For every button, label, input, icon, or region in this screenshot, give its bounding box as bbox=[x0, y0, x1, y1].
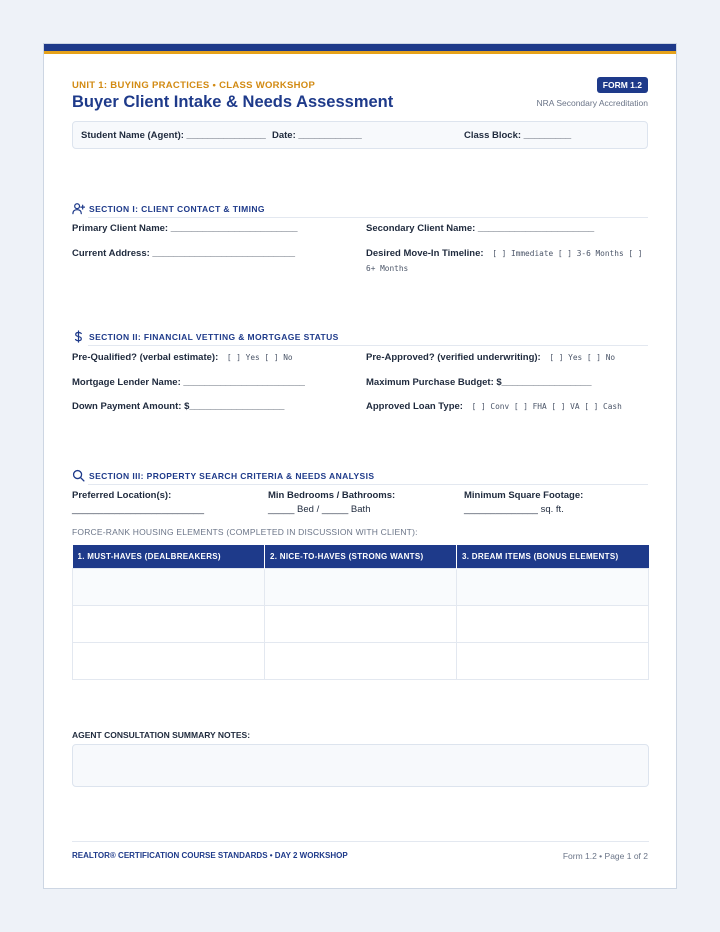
loan-type-options[interactable]: [ ] Conv [ ] FHA [ ] VA [ ] Cash bbox=[471, 402, 622, 411]
down-payment-field[interactable]: Down Payment Amount: $__________________ bbox=[72, 401, 285, 412]
student-name-field[interactable]: Student Name (Agent): _______________ bbox=[81, 130, 266, 141]
rank-table-header bbox=[73, 545, 649, 569]
search-icon bbox=[72, 469, 85, 482]
table-cell[interactable] bbox=[265, 569, 457, 606]
table-row bbox=[73, 569, 649, 606]
section2-heading bbox=[72, 330, 339, 343]
prequalified-field bbox=[72, 352, 293, 363]
table-cell[interactable] bbox=[73, 569, 265, 606]
section3-title: SECTION III: PROPERTY SEARCH CRITERIA & NEEDS ANALYSIS bbox=[89, 470, 375, 481]
table-cell[interactable] bbox=[457, 606, 649, 643]
lender-field[interactable]: Mortgage Lender Name: _______________________ bbox=[72, 377, 305, 388]
form-page bbox=[43, 43, 677, 889]
form-badge: FORM 1.2 bbox=[597, 77, 648, 93]
preapproved-label: Pre-Approved? (verified underwriting): bbox=[366, 352, 541, 363]
table-cell[interactable] bbox=[265, 643, 457, 680]
page-title: Buyer Client Intake & Needs Assessment bbox=[72, 93, 394, 111]
unit-label: UNIT 1: BUYING PRACTICES • CLASS WORKSHOP bbox=[72, 80, 316, 91]
section1-divider bbox=[88, 217, 648, 218]
table-cell[interactable] bbox=[73, 643, 265, 680]
rank-caption: FORCE-RANK HOUSING ELEMENTS (COMPLETED IN DISCUSSION WITH CLIENT): bbox=[72, 527, 418, 537]
user-add-icon bbox=[72, 202, 85, 215]
table-row bbox=[73, 606, 649, 643]
table-cell[interactable] bbox=[457, 643, 649, 680]
max-budget-field[interactable]: Maximum Purchase Budget: $_________________ bbox=[366, 377, 592, 388]
table-row bbox=[73, 643, 649, 680]
section1-heading bbox=[72, 202, 265, 215]
top-navy-bar bbox=[44, 44, 676, 51]
secondary-client-field[interactable]: Secondary Client Name: ______________________ bbox=[366, 223, 595, 234]
section2-title: SECTION II: FINANCIAL VETTING & MORTGAGE STATUS bbox=[89, 331, 339, 342]
notes-textarea[interactable] bbox=[72, 744, 649, 787]
loan-type-label: Approved Loan Type: bbox=[366, 401, 463, 412]
rank-table bbox=[72, 545, 649, 680]
move-in-label: Desired Move-In Timeline: bbox=[366, 248, 484, 259]
dollar-icon bbox=[72, 330, 85, 343]
move-in-field bbox=[366, 248, 642, 259]
prequalified-label: Pre-Qualified? (verbal estimate): bbox=[72, 352, 219, 363]
notes-label: AGENT CONSULTATION SUMMARY NOTES: bbox=[72, 730, 251, 740]
class-block-field[interactable]: Class Block: _________ bbox=[464, 130, 572, 141]
preapproved-options[interactable]: [ ] Yes [ ] No bbox=[549, 353, 616, 362]
date-field[interactable]: Date: ____________ bbox=[272, 130, 362, 141]
preapproved-field bbox=[366, 352, 615, 363]
primary-client-field[interactable]: Primary Client Name: ________________________ bbox=[72, 223, 298, 234]
must-haves-header: 1. MUST-HAVES (DEALBREAKERS) bbox=[73, 545, 265, 569]
accreditation-text: NRA Secondary Accreditation bbox=[536, 98, 648, 108]
bed-bath-label: Min Bedrooms / Bathrooms: bbox=[268, 490, 396, 501]
table-cell[interactable] bbox=[457, 569, 649, 606]
current-address-field[interactable]: Current Address: ___________________________ bbox=[72, 248, 296, 259]
nice-to-haves-header: 2. NICE-TO-HAVES (STRONG WANTS) bbox=[265, 545, 457, 569]
student-info-box bbox=[72, 121, 648, 149]
footer-page-number: Form 1.2 • Page 1 of 2 bbox=[562, 851, 648, 861]
section2-divider bbox=[88, 345, 648, 346]
section1-title: SECTION I: CLIENT CONTACT & TIMING bbox=[89, 203, 265, 214]
loan-type-field bbox=[366, 401, 622, 412]
table-cell[interactable] bbox=[73, 606, 265, 643]
bed-bath-line[interactable]: _____ Bed / _____ Bath bbox=[268, 504, 371, 515]
section3-heading bbox=[72, 469, 374, 482]
top-gold-bar bbox=[44, 51, 676, 54]
sqft-label: Minimum Square Footage: bbox=[464, 490, 584, 501]
table-cell[interactable] bbox=[265, 606, 457, 643]
sqft-line[interactable]: ______________ sq. ft. bbox=[464, 504, 564, 515]
dream-items-header: 3. DREAM ITEMS (BONUS ELEMENTS) bbox=[457, 545, 649, 569]
location-label: Preferred Location(s): bbox=[72, 490, 172, 501]
prequalified-options[interactable]: [ ] Yes [ ] No bbox=[226, 353, 293, 362]
footer-divider bbox=[72, 841, 649, 842]
footer-course-text: REALTOR® CERTIFICATION COURSE STANDARDS • DAY 2 WORKSHOP bbox=[72, 851, 348, 860]
move-in-options-continued[interactable]: 6+ Months bbox=[366, 264, 409, 273]
section3-divider bbox=[88, 484, 648, 485]
move-in-options[interactable]: [ ] Immediate [ ] 3-6 Months [ ] bbox=[492, 249, 643, 258]
location-line[interactable]: _________________________ bbox=[72, 504, 205, 515]
